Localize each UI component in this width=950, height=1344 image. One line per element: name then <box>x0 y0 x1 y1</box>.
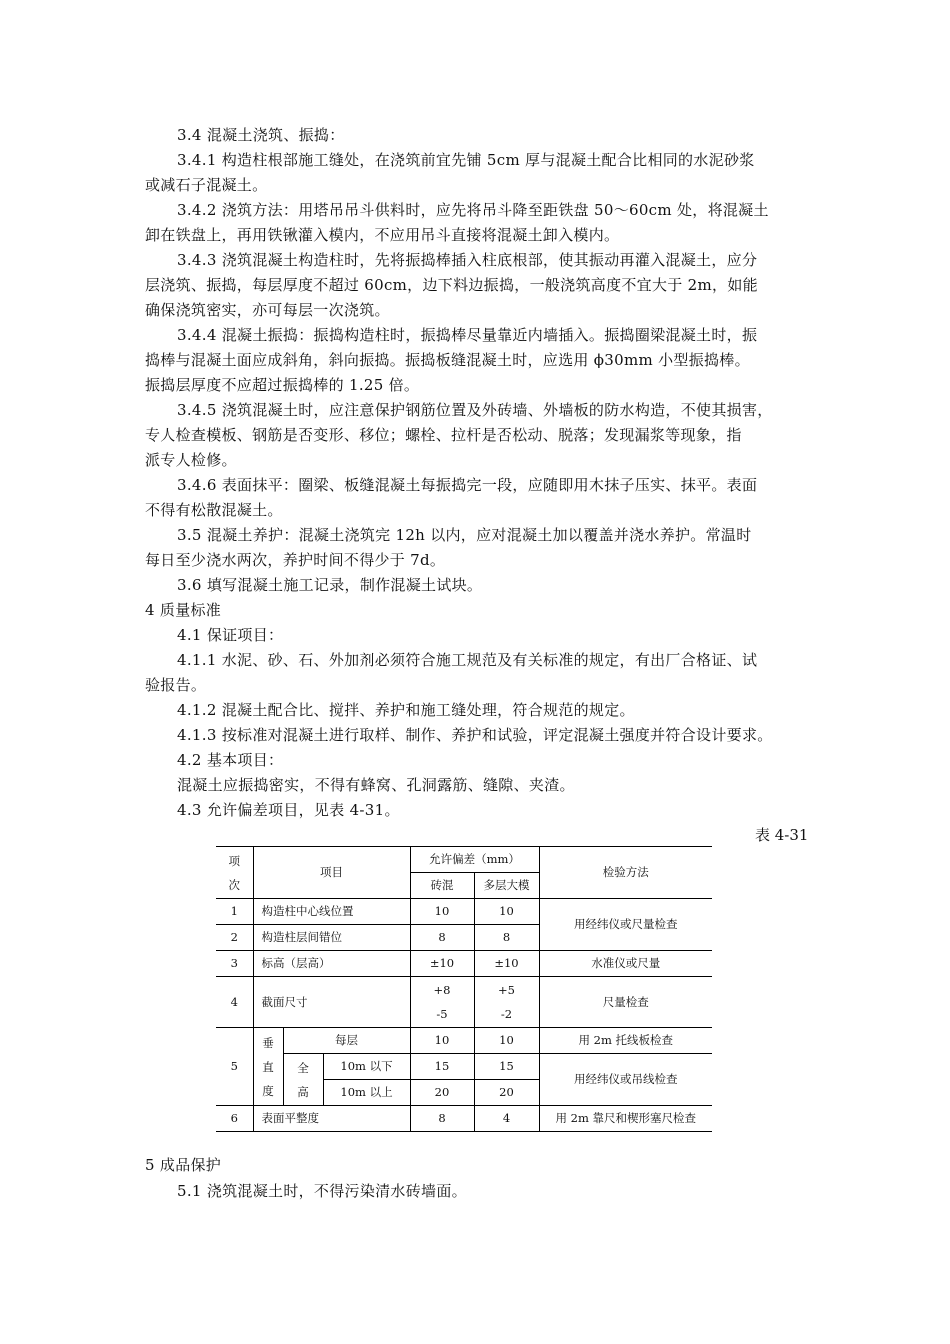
paragraph-line: 3.5 混凝土养护：混凝土浇筑完 12h 以内，应对混凝土加以覆盖并浇水养护。常温时 <box>177 526 752 544</box>
paragraph-line: 3.4.6 表面抹平：圈梁、板缝混凝土每振捣完一段，应随即用木抹子压实、抹平。表面 <box>177 476 758 494</box>
section-heading: 4 质量标准 <box>145 601 222 619</box>
section-heading: 5 成品保护 <box>145 1156 222 1174</box>
header-item-cell: 项目 <box>253 847 410 899</box>
row-mold-cell: 10 <box>474 1028 539 1054</box>
row-no-cell: 5 <box>216 1028 253 1106</box>
row-no-cell: 1 <box>216 899 253 925</box>
row-item-cell: 标高（层高） <box>253 951 410 977</box>
paragraph-line: 3.4 混凝土浇筑、振捣： <box>177 126 345 144</box>
row-method-cell: 水准仪或尺量 <box>539 951 712 977</box>
table-header-row <box>216 847 712 873</box>
row-brick-cell: 8 <box>410 1106 474 1132</box>
row-subitem-cell: 10m 以下 <box>323 1054 410 1080</box>
paragraph-line: 4.2 基本项目： <box>177 751 284 769</box>
row-item-cell: 构造柱中心线位置 <box>253 899 410 925</box>
header-deviation-cell: 允许偏差（mm） <box>410 847 539 873</box>
row-mold-cell: 20 <box>474 1080 539 1106</box>
row-mold-cell: 10 <box>474 899 539 925</box>
row-method-cell: 用 2m 托线板检查 <box>539 1028 712 1054</box>
row-no-cell: 3 <box>216 951 253 977</box>
paragraph-line: 层浇筑、振捣，每层厚度不超过 60cm，边下料边振捣，一般浇筑高度不宜大于 2m，如能 <box>145 276 758 294</box>
paragraph-line: 3.4.5 浇筑混凝土时，应注意保护钢筋位置及外砖墙、外墙板的防水构造，不使其损害， <box>177 401 773 419</box>
row-mold-cell: 15 <box>474 1054 539 1080</box>
paragraph-line: 混凝土应振捣密实，不得有蜂窝、孔洞露筋、缝隙、夹渣。 <box>177 776 575 794</box>
row-item-cell: 构造柱层间错位 <box>253 925 410 951</box>
row-subitem-cell: 10m 以上 <box>323 1080 410 1106</box>
paragraph-line: 振捣层厚度不应超过振捣棒的 1.25 倍。 <box>145 376 420 394</box>
row-mold-cell: ±10 <box>474 951 539 977</box>
paragraph-line: 4.1.1 水泥、砂、石、外加剂必须符合施工规范及有关标准的规定，有出厂合格证、试 <box>177 651 758 669</box>
paragraph-line: 验报告。 <box>145 676 207 694</box>
row-no-cell: 6 <box>216 1106 253 1132</box>
row-mold-cell: +5 -2 <box>474 977 539 1028</box>
paragraph-line: 专人检查模板、钢筋是否变形、移位；螺栓、拉杆是否松动、脱落；发现漏浆等现象，指 <box>145 426 742 444</box>
paragraph-line: 不得有松散混凝土。 <box>145 501 283 519</box>
paragraph-line: 确保浇筑密实，亦可每层一次浇筑。 <box>145 301 390 319</box>
row-subitem-cell: 每层 <box>283 1028 410 1054</box>
row-brick-cell: 20 <box>410 1080 474 1106</box>
table-row <box>216 951 712 977</box>
row-brick-cell: 15 <box>410 1054 474 1080</box>
paragraph-line: 5.1 浇筑混凝土时，不得污染清水砖墙面。 <box>177 1182 467 1200</box>
paragraph-line: 卸在铁盘上，再用铁锹灌入模内，不应用吊斗直接将混凝土卸入模内。 <box>145 226 620 244</box>
paragraph-line: 4.1.2 混凝土配合比、搅拌、养护和施工缝处理，符合规范的规定。 <box>177 701 635 719</box>
row-brick-cell: 10 <box>410 1028 474 1054</box>
table-row <box>216 1028 712 1054</box>
row-full-height-cell: 全 高 <box>283 1054 323 1106</box>
row-brick-cell: 8 <box>410 925 474 951</box>
header-brick-cell: 砖混 <box>410 873 474 899</box>
deviation-table <box>216 846 712 1132</box>
paragraph-line: 4.1 保证项目： <box>177 626 284 644</box>
row-method-cell: 用经纬仪或吊线检查 <box>539 1054 712 1106</box>
header-no-cell: 项 次 <box>216 847 253 899</box>
row-method-cell: 用 2m 靠尺和楔形塞尺检查 <box>539 1106 712 1132</box>
row-method-cell: 尺量检查 <box>539 977 712 1028</box>
table-row <box>216 899 712 925</box>
paragraph-line: 4.1.3 按标准对混凝土进行取样、制作、养护和试验，评定混凝土强度并符合设计要求。 <box>177 726 773 744</box>
row-brick-cell: +8 -5 <box>410 977 474 1028</box>
row-item-vertical-cell: 垂 直 度 <box>253 1028 283 1106</box>
paragraph-line: 4.3 允许偏差项目，见表 4-31。 <box>177 801 400 819</box>
paragraph-line: 3.4.1 构造柱根部施工缝处，在浇筑前宜先铺 5cm 厚与混凝土配合比相同的水泥砂浆 <box>177 151 755 169</box>
paragraph-line: 3.4.3 浇筑混凝土构造柱时，先将振捣棒插入柱底根部，使其振动再灌入混凝土，应分 <box>177 251 758 269</box>
row-mold-cell: 8 <box>474 925 539 951</box>
row-no-cell: 2 <box>216 925 253 951</box>
paragraph-line: 派专人检修。 <box>145 451 237 469</box>
paragraph-line: 每日至少浇水两次，养护时间不得少于 7d。 <box>145 551 446 569</box>
paragraph-line: 或减石子混凝土。 <box>145 176 268 194</box>
row-brick-cell: ±10 <box>410 951 474 977</box>
row-mold-cell: 4 <box>474 1106 539 1132</box>
table-row <box>216 1106 712 1132</box>
header-mold-cell: 多层大模 <box>474 873 539 899</box>
row-item-cell: 截面尺寸 <box>253 977 410 1028</box>
table-row <box>216 977 712 1028</box>
table-caption: 表 4-31 <box>755 826 809 844</box>
header-method-cell: 检验方法 <box>539 847 712 899</box>
paragraph-line: 3.4.2 浇筑方法：用塔吊吊斗供料时，应先将吊斗降至距铁盘 50～60cm 处，将混凝土 <box>177 201 769 219</box>
paragraph-line: 捣棒与混凝土面应成斜角，斜向振捣。振捣板缝混凝土时，应选用 ϕ30mm 小型振捣棒。 <box>145 351 750 369</box>
table-row <box>216 1054 712 1080</box>
paragraph-line: 3.6 填写混凝土施工记录，制作混凝土试块。 <box>177 576 483 594</box>
row-method-cell: 用经纬仪或尺量检查 <box>539 899 712 951</box>
paragraph-line: 3.4.4 混凝土振捣：振捣构造柱时，振捣棒尽量靠近内墙插入。振捣圈梁混凝土时，振 <box>177 326 758 344</box>
row-item-cell: 表面平整度 <box>253 1106 410 1132</box>
row-brick-cell: 10 <box>410 899 474 925</box>
row-no-cell: 4 <box>216 977 253 1028</box>
